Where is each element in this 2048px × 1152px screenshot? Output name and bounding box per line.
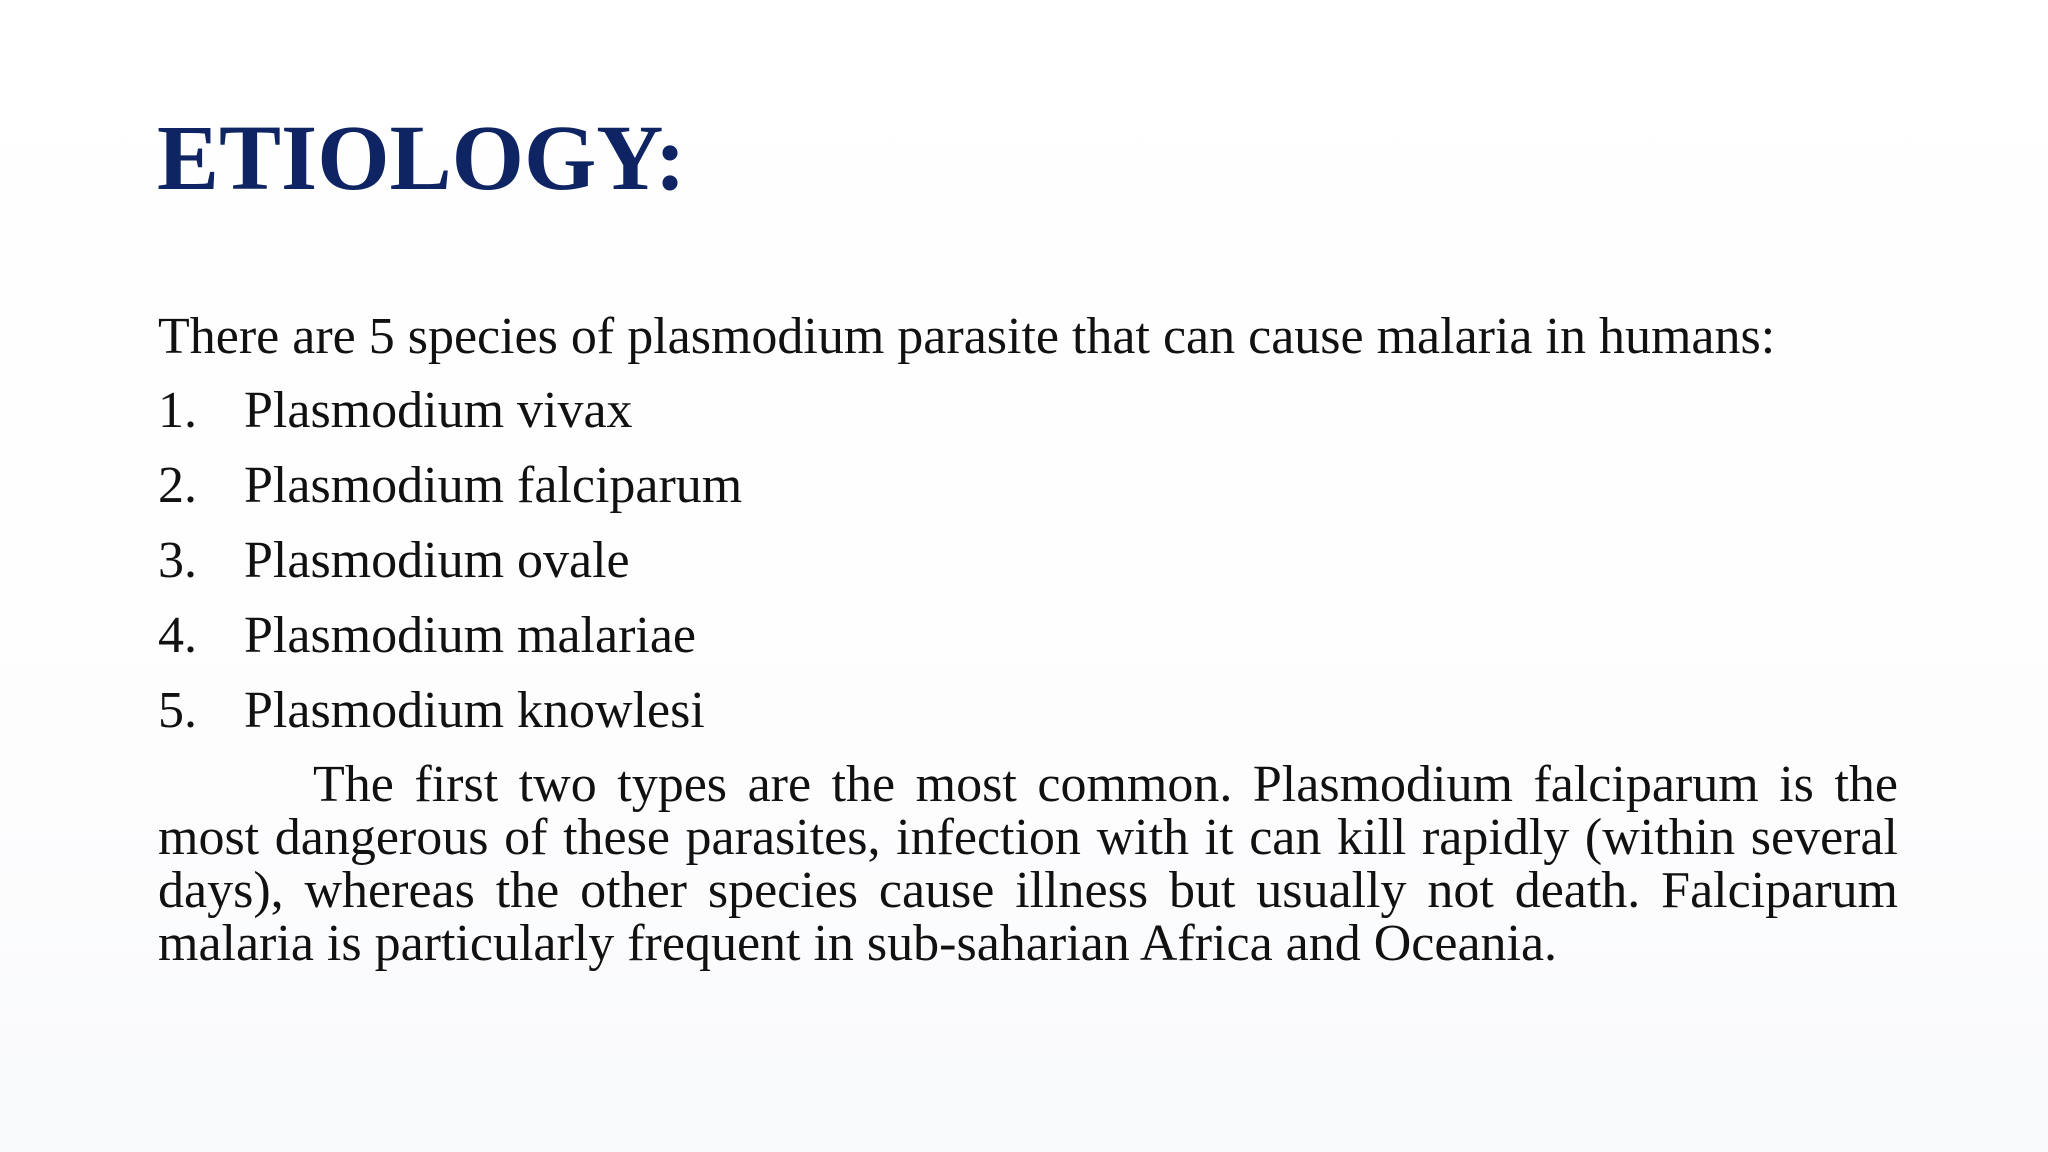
list-item-number: 1. [158,382,197,439]
list-item-number: 4. [158,607,197,664]
slide-title: ETIOLOGY: [157,107,686,210]
list-item-number: 3. [158,532,197,589]
description-paragraph: The first two types are the most common. Plasmodium falciparum is the most dangerous of these parasites, infection with it can kill rapidly (within several days), whereas the other species cause illness but usually not death. Falciparum malaria is particularly frequent in sub-saharian Africa and Oceania. [158,756,1898,972]
list-item-label: Plasmodium malariae [244,607,697,664]
list-item [158,454,1898,529]
list-item [158,604,1898,679]
list-item [158,679,1898,754]
list-item-number: 2. [158,457,197,514]
list-item-label: Plasmodium knowlesi [244,682,705,739]
list-item-label: Plasmodium vivax [244,382,633,439]
slide-content [158,305,1898,970]
species-list [158,379,1898,754]
list-item [158,379,1898,454]
list-item-label: Plasmodium ovale [244,532,630,589]
list-item-label: Plasmodium falciparum [244,457,743,514]
list-item-number: 5. [158,682,197,739]
intro-text: There are 5 species of plasmodium parasite that can cause malaria in humans: [158,308,1776,365]
list-item [158,529,1898,604]
